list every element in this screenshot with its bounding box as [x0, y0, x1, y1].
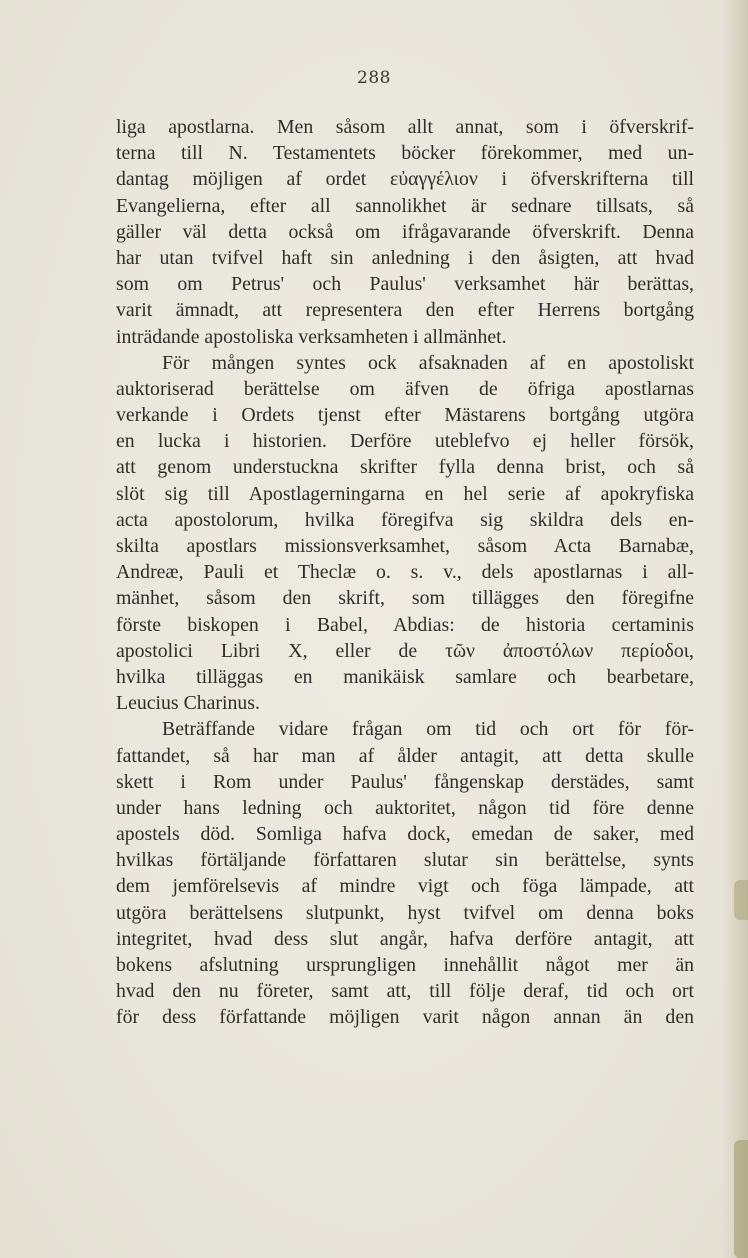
text-line: varit ämnadt, att representera den efter Herrens bortgång [116, 299, 694, 322]
page-number: 288 [357, 68, 391, 88]
text-line: verkande i Ordets tjenst efter Mästarens bortgång utgöra [116, 404, 694, 427]
text-line: acta apostolorum, hvilka föregifva sig skildra dels en- [116, 508, 694, 531]
text-line: Evangelierna, efter all sannolikhet är sednare tillsats, så [116, 194, 694, 217]
text-line: Andreæ, Pauli et Theclæ o. s. v., dels apostlarnas i all- [116, 561, 694, 584]
text-line: har utan tvifvel haft sin anledning i den åsigten, att hvad [116, 246, 694, 269]
text-line: skett i Rom under Paulus' fångenskap derstädes, samt [116, 770, 694, 793]
page-edge-shadow [722, 0, 748, 1258]
text-line: fattandet, så har man af ålder antagit, att detta skulle [116, 744, 694, 767]
text-line: gäller väl detta också om ifrågavarande öfverskrift. Denna [116, 220, 694, 243]
paragraph-start-line: För mången syntes ock afsaknaden af en apostoliskt [162, 351, 694, 374]
text-line: utgöra berättelsens slutpunkt, hyst tvifvel om denna boks [116, 901, 694, 924]
text-line: som om Petrus' och Paulus' verksamhet här berättas, [116, 273, 694, 296]
text-line: inträdande apostoliska verksamheten i allmänhet. [116, 325, 507, 348]
text-line: slöt sig till Apostlagerningarna en hel serie af apokryfiska [116, 482, 694, 505]
text-line: hvilka tilläggas en manikäisk samlare och bearbetare, [116, 665, 694, 688]
text-line: auktoriserad berättelse om äfven de öfriga apostlarnas [116, 377, 694, 400]
text-line: skilta apostlars missionsverksamhet, såsom Acta Barnabæ, [116, 535, 694, 557]
text-line: Leucius Charinus. [116, 692, 260, 715]
text-line: dantag möjligen af ordet εὐαγγέλιον i öfverskrifterna till [116, 168, 694, 191]
text-line: hvilkas förtäljande författaren slutar sin berättelse, synts [116, 849, 694, 872]
text-line: apostels död. Somliga hafva dock, emedan de saker, med [116, 823, 694, 846]
text-line: liga apostlarna. Men såsom allt annat, som i öfverskrif- [116, 116, 694, 138]
text-line: att genom understuckna skrifter fylla denna brist, och så [116, 456, 694, 479]
text-line: hvad den nu företer, samt att, till följe deraf, tid och ort [116, 980, 694, 1003]
text-line: integritet, hvad dess slut angår, hafva derföre antagit, att [116, 927, 694, 950]
text-line: bokens afslutning ursprungligen innehållit något mer än [116, 954, 694, 976]
page-edge-stain [734, 1140, 748, 1258]
page-edge-stain [734, 880, 748, 920]
paragraph-start-line: Beträffande vidare frågan om tid och ort för för- [162, 718, 694, 741]
text-line: för dess författande möjligen varit någon annan än den [116, 1006, 694, 1029]
text-line: en lucka i historien. Derföre uteblefvo ej heller försök, [116, 430, 694, 453]
text-line: förste biskopen i Babel, Abdias: de historia certaminis [116, 613, 694, 636]
text-line: under hans ledning och auktoritet, någon tid före denne [116, 796, 694, 819]
text-line: mänhet, såsom den skrift, som tillägges den föregifne [116, 587, 694, 610]
text-line: terna till N. Testamentets böcker förekommer, med un- [116, 142, 694, 165]
body-text [116, 114, 694, 1031]
text-line: apostolici Libri X, eller de τῶν ἀποστόλων περίοδοι, [116, 639, 694, 662]
text-line: dem jemförelsevis af mindre vigt och föga lämpade, att [116, 875, 694, 898]
